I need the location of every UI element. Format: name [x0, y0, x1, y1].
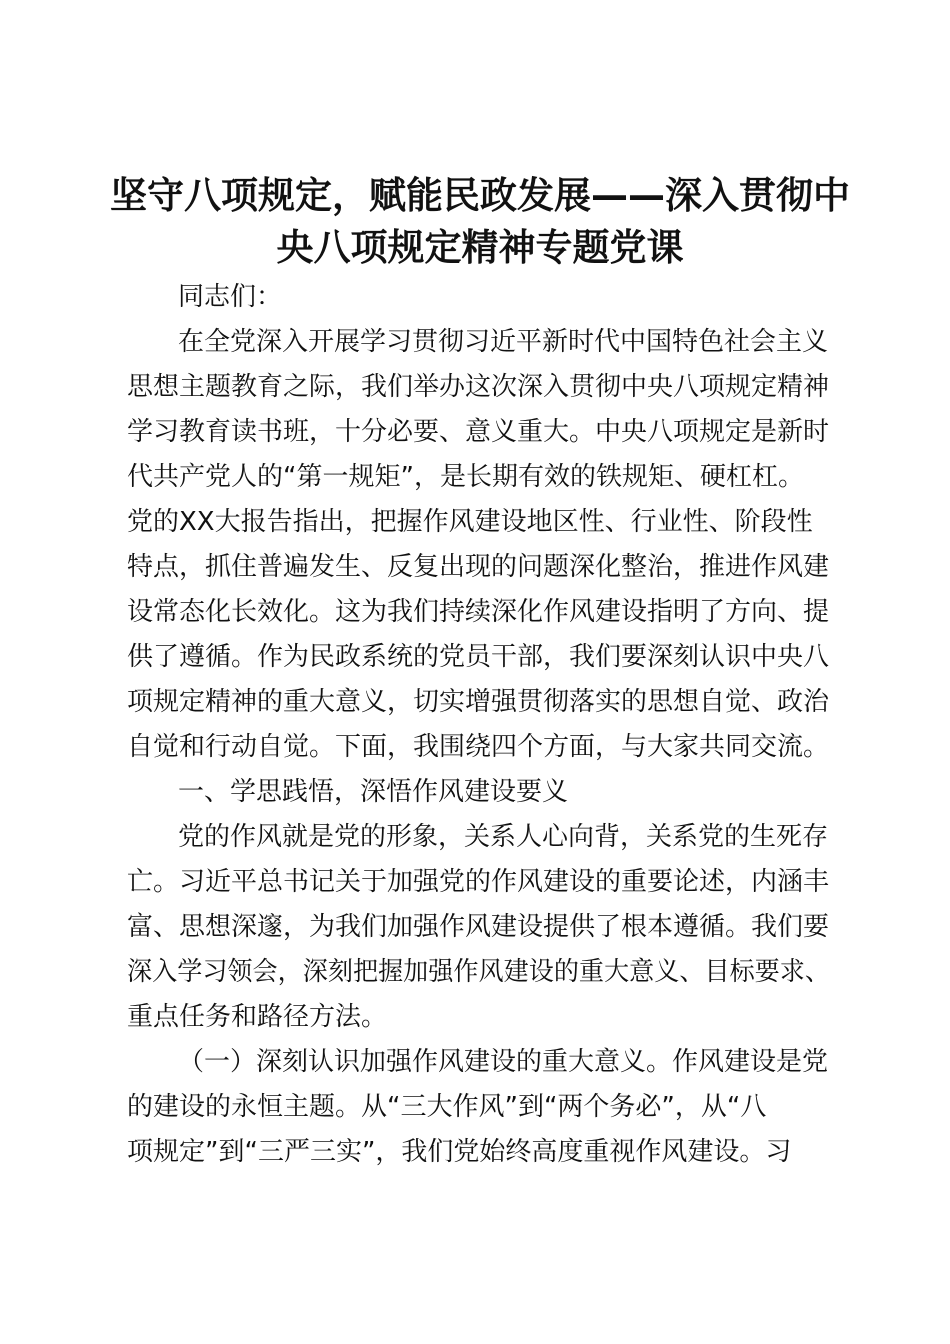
paragraph-line: 同志们：	[178, 282, 283, 312]
paragraph-line: 特点，抓住普遍发生、反复出现的问题深化整治，推进作风建	[127, 552, 830, 582]
paragraph-line: 的建设的永恒主题。从“三大作风”到“两个务必”，从“八	[127, 1092, 767, 1122]
paragraph-line: 党的作风就是党的形象，关系人心向背，关系党的生死存	[178, 822, 829, 852]
document-title-line-1: 坚守八项规定，赋能民政发展——深入贯彻中	[110, 174, 850, 217]
paragraph-line: 自觉和行动自觉。下面，我围绕四个方面，与大家共同交流。	[127, 732, 830, 762]
paragraph-line: 设常态化长效化。这为我们持续深化作风建设指明了方向、提	[127, 597, 830, 627]
paragraph-line: 在全党深入开展学习贯彻习近平新时代中国特色社会主义	[178, 327, 829, 357]
paragraph-line: 亡。习近平总书记关于加强党的作风建设的重要论述，内涵丰	[127, 867, 830, 897]
paragraph-line: 项规定”到“三严三实”，我们党始终高度重视作风建设。习	[127, 1137, 792, 1167]
document-title-line-2: 央八项规定精神专题党课	[276, 226, 684, 269]
paragraph-line: 一、学思践悟，深悟作风建设要义	[178, 777, 569, 807]
paragraph-line: 项规定精神的重大意义，切实增强贯彻落实的思想自觉、政治	[127, 687, 830, 717]
paragraph-line: 深入学习领会，深刻把握加强作风建设的重大意义、目标要求、	[127, 957, 831, 987]
paragraph-line: 代共产党人的“第一规矩”，是长期有效的铁规矩、硬杠杠。	[127, 462, 804, 492]
paragraph-line: 思想主题教育之际，我们举办这次深入贯彻中央八项规定精神	[127, 372, 830, 402]
paragraph-line: 富、思想深邃，为我们加强作风建设提供了根本遵循。我们要	[127, 912, 830, 942]
paragraph-line: 供了遵循。作为民政系统的党员干部，我们要深刻认识中央八	[127, 642, 830, 672]
paragraph-line: （一）深刻认识加强作风建设的重大意义。作风建设是党	[178, 1047, 829, 1077]
paragraph-line: 学习教育读书班，十分必要、意义重大。中央八项规定是新时	[127, 417, 830, 447]
paragraph-line: 重点任务和路径方法。	[127, 1002, 388, 1032]
paragraph-line: 党的XX大报告指出，把握作风建设地区性、行业性、阶段性	[127, 507, 813, 537]
